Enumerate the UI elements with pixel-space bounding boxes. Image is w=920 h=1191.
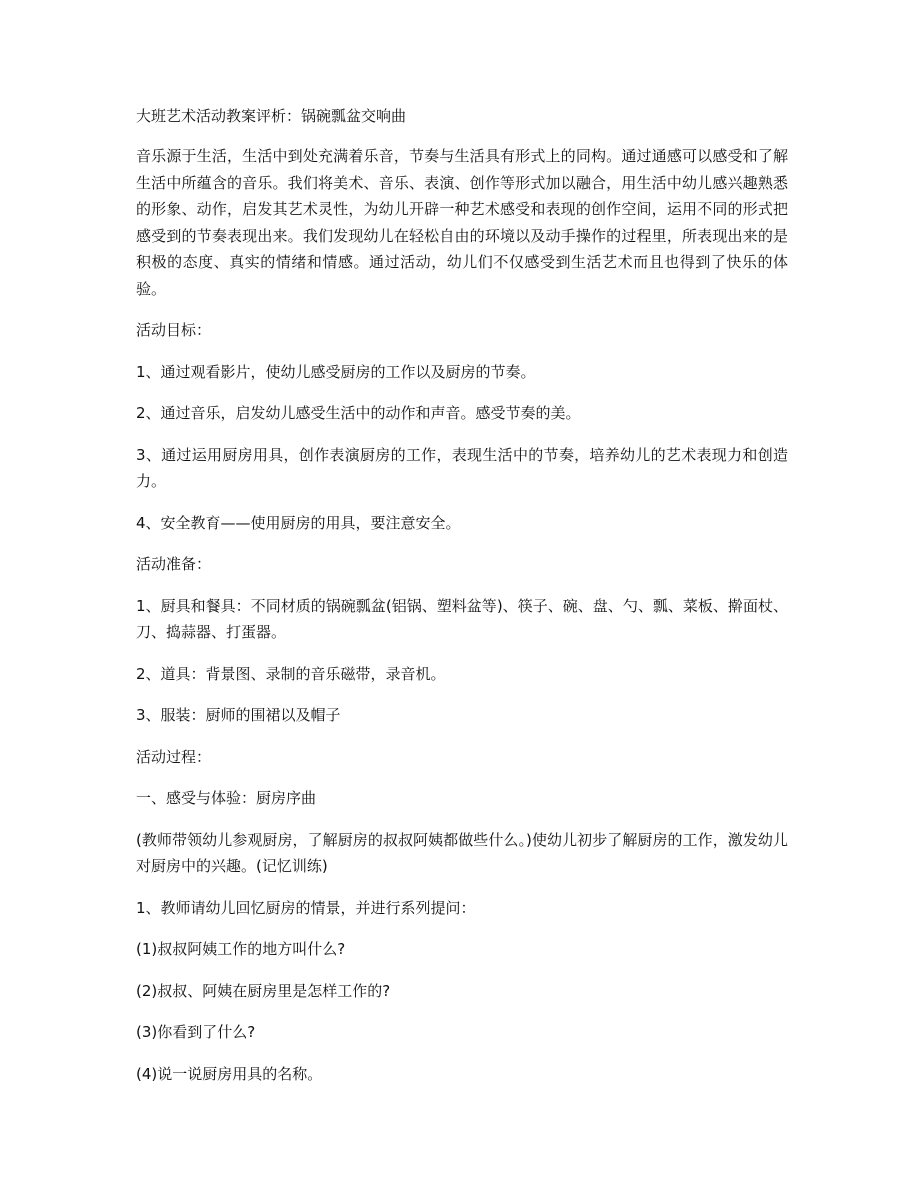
question-4: (4)说一说厨房用具的名称。	[136, 1064, 323, 1083]
document-page	[136, 103, 788, 1102]
question-intro: 1、教师请幼儿回忆厨房的情景，并进行系列提问：	[136, 898, 476, 917]
process-step-1-note: (教师带领幼儿参观厨房，了解厨房的叔叔阿姨都做些什么。)使幼儿初步了解厨房的工作，激发幼儿对厨房中的兴趣。(记忆训练)	[136, 830, 788, 875]
goal-item-1: 1、通过观看影片，使幼儿感受厨房的工作以及厨房的节奏。	[136, 362, 536, 381]
preparation-item-3: 3、服装：厨师的围裙以及帽子	[136, 706, 341, 724]
question-1: (1)叔叔阿姨工作的地方叫什么?	[136, 940, 346, 958]
section-heading-process: 活动过程：	[136, 747, 212, 766]
process-step-1-heading: 一、感受与体验：厨房序曲	[136, 789, 317, 807]
preparation-item-1: 1、厨具和餐具：不同材质的锅碗瓢盆(铝锅、塑料盆等)、筷子、碗、盘、勺、瓢、菜板、擀面杖、刀、捣蒜器、打蛋器。	[136, 596, 788, 641]
goal-item-3: 3、通过运用厨房用具，创作表演厨房的工作，表现生活中的节奏，培养幼儿的艺术表现力和创造力。	[136, 445, 788, 490]
preparation-item-2: 2、道具：背景图、录制的音乐磁带，录音机。	[136, 664, 446, 683]
question-3: (3)你看到了什么?	[136, 1023, 256, 1041]
goal-item-2: 2、通过音乐，启发幼儿感受生活中的动作和声音。感受节奏的美。	[136, 404, 581, 422]
document-title: 大班艺术活动教案评析：锅碗瓢盆交响曲	[136, 107, 407, 125]
question-2: (2)叔叔、阿姨在厨房里是怎样工作的?	[136, 981, 391, 1000]
section-heading-goals: 活动目标：	[136, 321, 212, 339]
intro-paragraph: 音乐源于生活，生活中到处充满着乐音，节奏与生活具有形式上的同构。通过通感可以感受和了解生活中所蕴含的音乐。我们将美术、音乐、表演、创作等形式加以融合，用生活中幼儿感兴趣熟悉的形象、动作，启发其艺术灵性，为幼儿开辟一种艺术感受和表现的创作空间，运用不同的形式把感受到的节奏表现出来。我们发现幼儿在轻松自由的环境以及动手操作的过程里，所表现出来的是积极的态度、真实的情绪和情感。通过活动，幼儿们不仅感受到生活艺术而且也得到了快乐的体验。	[136, 147, 788, 298]
section-heading-preparation: 活动准备：	[136, 555, 212, 573]
goal-item-4: 4、安全教育——使用厨房的用具，要注意安全。	[136, 513, 461, 532]
